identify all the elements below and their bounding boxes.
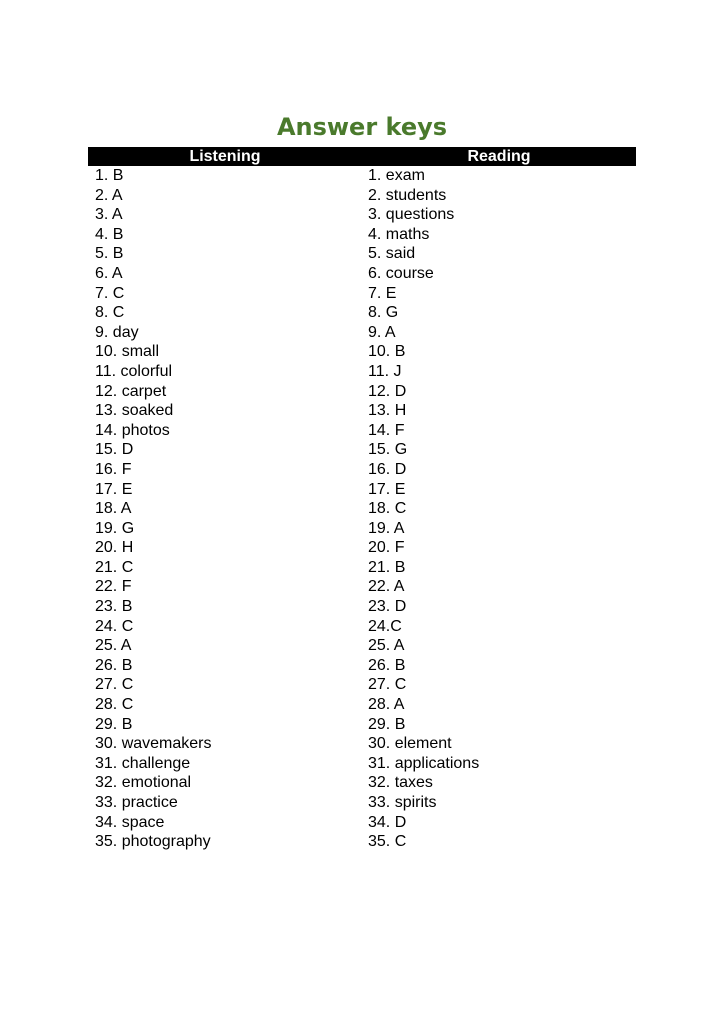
reading-answer-34: 34. D [368, 813, 407, 831]
reading-answer-2: 2. students [368, 186, 447, 204]
reading-answer-13: 13. H [368, 402, 407, 420]
listening-answer-20: 20. H [95, 539, 134, 557]
listening-answer-15: 15. D [95, 441, 134, 459]
listening-answer-6: 6. A [95, 264, 123, 282]
reading-header: Reading [467, 148, 531, 165]
reading-answer-9: 9. A [368, 323, 396, 341]
reading-answer-29: 29. B [368, 715, 406, 733]
reading-answer-4: 4. maths [368, 225, 430, 243]
reading-answer-16: 16. D [368, 460, 407, 478]
listening-answer-27: 27. C [95, 676, 134, 694]
reading-answer-30: 30. element [368, 735, 452, 753]
reading-answer-6: 6. course [368, 264, 434, 282]
reading-answer-27: 27. C [368, 676, 407, 694]
reading-answer-14: 14. F [368, 421, 405, 439]
reading-answer-25: 25. A [368, 637, 405, 655]
listening-answer-18: 18. A [95, 500, 132, 518]
listening-answer-8: 8. C [95, 304, 125, 322]
listening-answer-25: 25. A [95, 637, 132, 655]
listening-answer-28: 28. C [95, 696, 134, 714]
reading-answer-32: 32. taxes [368, 774, 433, 792]
listening-header: Listening [189, 148, 261, 165]
listening-answer-13: 13. soaked [95, 402, 174, 420]
reading-answer-3: 3. questions [368, 206, 455, 224]
reading-column [362, 166, 636, 852]
listening-column [88, 166, 362, 852]
reading-answer-24: 24.C [368, 617, 402, 635]
reading-answer-26: 26. B [368, 656, 406, 674]
listening-answer-33: 33. practice [95, 794, 178, 811]
page-title: Answer keys [276, 113, 448, 141]
listening-answer-23: 23. B [95, 598, 133, 616]
listening-answer-30: 30. wavemakers [95, 735, 212, 753]
reading-answer-31: 31. applications [368, 754, 480, 772]
listening-answer-7: 7. C [95, 284, 125, 302]
reading-answer-10: 10. B [368, 343, 406, 361]
listening-answer-24: 24. C [95, 617, 134, 635]
reading-answer-35: 35. C [368, 833, 407, 851]
listening-answer-34: 34. space [95, 813, 165, 831]
listening-answer-32: 32. emotional [95, 774, 192, 792]
listening-answer-14: 14. photos [95, 421, 170, 439]
reading-answer-17: 17. E [368, 480, 406, 498]
listening-answer-26: 26. B [95, 656, 133, 674]
listening-answer-9: 9. day [95, 323, 139, 341]
listening-answer-17: 17. E [95, 480, 133, 498]
reading-answer-5: 5. said [368, 245, 416, 263]
reading-answer-19: 19. A [368, 519, 405, 537]
reading-answer-8: 8. G [368, 304, 399, 322]
listening-answer-1: 1. B [95, 167, 124, 184]
reading-answer-28: 28. A [368, 696, 405, 714]
listening-answer-4: 4. B [95, 225, 124, 243]
listening-answer-31: 31. challenge [95, 754, 191, 772]
listening-answer-12: 12. carpet [95, 382, 167, 400]
reading-answer-33: 33. spirits [368, 794, 437, 811]
listening-answer-3: 3. A [95, 206, 123, 224]
table-header [88, 147, 636, 166]
listening-answer-5: 5. B [95, 245, 124, 263]
listening-answer-2: 2. A [95, 186, 123, 204]
answer-table [88, 147, 636, 852]
reading-answer-7: 7. E [368, 284, 397, 302]
reading-answer-22: 22. A [368, 578, 405, 596]
reading-answer-12: 12. D [368, 382, 407, 400]
reading-answer-1: 1. exam [368, 167, 425, 184]
listening-answer-10: 10. small [95, 343, 160, 361]
listening-answer-16: 16. F [95, 460, 132, 478]
listening-answer-21: 21. C [95, 558, 134, 576]
listening-answer-11: 11. colorful [95, 362, 173, 380]
reading-answer-23: 23. D [368, 598, 407, 616]
listening-answer-35: 35. photography [95, 833, 211, 851]
listening-answer-29: 29. B [95, 715, 133, 733]
listening-answer-19: 19. G [95, 519, 135, 537]
reading-answer-20: 20. F [368, 539, 405, 557]
listening-answer-22: 22. F [95, 578, 132, 596]
reading-answer-15: 15. G [368, 441, 408, 459]
reading-answer-11: 11. J [368, 362, 402, 380]
reading-answer-18: 18. C [368, 500, 407, 518]
reading-answer-21: 21. B [368, 558, 406, 576]
